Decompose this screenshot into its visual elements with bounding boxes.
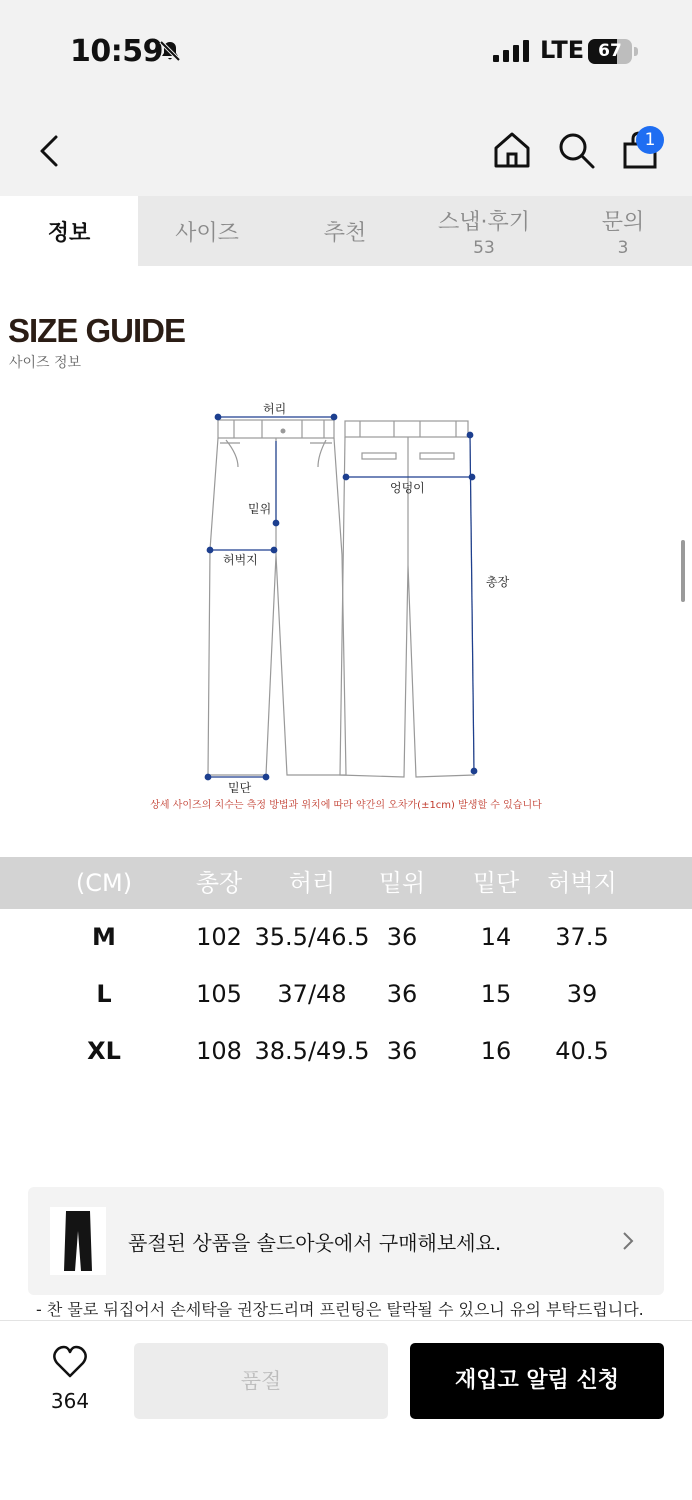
table-cell: 14 [480,923,512,951]
table-header [0,857,692,909]
table-header-cell: 총장 [195,869,243,897]
cart-count-badge: 1 [636,126,664,154]
tab-size[interactable] [138,196,276,266]
table-header-cell: 밑위 [378,869,426,897]
front-pants-outline [208,420,346,775]
table-cell: 37/48 [277,980,347,1008]
size-guide-subtitle: 사이즈 정보 [9,355,82,371]
back-pants-outline [340,421,474,777]
table-cell: 36 [386,923,418,951]
like-button[interactable] [40,1345,100,1435]
label-hem: 밑단 [228,781,252,795]
table-header-cell: 허리 [288,869,336,897]
table-header-cell: 밑단 [472,869,520,897]
size-cell: M [92,923,116,951]
size-guide-title: SIZE GUIDE [8,312,186,349]
table-row [0,966,692,1023]
label-waist: 허리 [263,402,287,416]
tab-reviews[interactable] [414,196,554,266]
home-icon[interactable] [492,130,532,170]
status-time: 10:59 [70,34,163,69]
tab-count: 3 [617,237,629,258]
battery-percent: 67 [598,41,622,61]
bell-off-icon [158,39,182,63]
size-cell: L [96,980,112,1008]
tab-label: 정보 [47,220,91,246]
table-cell: 39 [566,980,598,1008]
pants-measurement-diagram [140,395,560,815]
product-tabs [0,196,692,266]
tab-qna[interactable] [554,196,692,266]
soldout-button: 품절 [134,1343,388,1419]
table-cell: 38.5/49.5 [254,1037,370,1065]
table-cell: 108 [196,1037,242,1065]
table-cell: 37.5 [555,923,609,951]
tab-label: 스냅·후기 [437,209,530,235]
table-cell: 105 [196,980,242,1008]
restock-alert-button[interactable]: 재입고 알림 신청 [410,1343,664,1419]
table-cell: 36 [386,980,418,1008]
label-thigh: 허벅지 [223,553,258,567]
table-cell: 36 [386,1037,418,1065]
table-cell: 16 [480,1037,512,1065]
size-cell: XL [87,1037,121,1065]
tab-recommend[interactable] [276,196,414,266]
tab-label: 사이즈 [175,220,239,246]
soldout-banner-text: 품절된 상품을 솔드아웃에서 구매해보세요. [128,1231,502,1255]
soldout-promo-banner[interactable] [28,1187,664,1295]
label-rise: 밑위 [248,502,272,516]
table-cell: 15 [480,980,512,1008]
table-cell: 102 [196,923,242,951]
tab-info[interactable] [0,196,138,266]
chevron-right-icon [620,1229,636,1253]
label-length: 총장 [486,575,510,589]
product-thumbnail [50,1207,106,1275]
table-row [0,1023,692,1080]
wash-care-note: - 찬 물로 뒤집어서 손세탁을 권장드리며 프린팅은 탈락될 수 있으니 유의 부탁드립니다. [36,1300,644,1319]
table-cell: 40.5 [555,1037,609,1065]
search-icon[interactable] [556,130,596,170]
tab-count: 53 [473,237,495,258]
tab-label: 문의 [601,209,645,235]
tab-label: 추천 [323,220,367,246]
back-arrow-icon[interactable] [36,134,64,168]
bottom-action-bar [0,1320,692,1500]
table-header-cell: 허벅지 [547,869,617,897]
label-hip: 엉덩이 [390,481,425,495]
size-table [0,857,692,1080]
battery-icon [588,39,638,64]
network-type: LTE [540,36,585,64]
cellular-signal-icon [493,40,529,62]
like-count: 364 [50,1389,90,1413]
table-cell: 35.5/46.5 [254,923,370,951]
status-bar [0,0,692,100]
scrollbar-thumb[interactable] [681,540,685,602]
table-header-cell: (CM) [75,869,133,897]
heart-icon [52,1345,88,1379]
top-nav-bar [0,100,692,196]
table-row [0,909,692,966]
measurement-note: 상세 사이즈의 치수는 측정 방법과 위치에 따라 약간의 오차가(±1cm) 발생할 수 있습니다 [150,800,542,811]
